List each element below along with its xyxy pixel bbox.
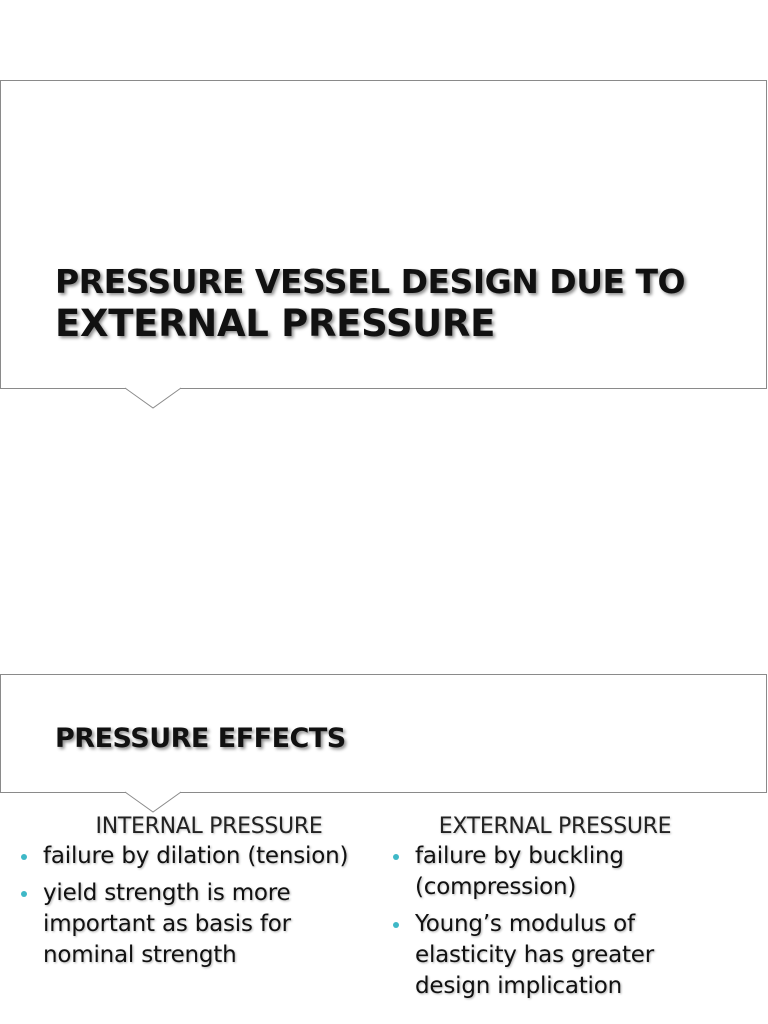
external-pressure-column bbox=[390, 814, 750, 1008]
title-slide-heading bbox=[55, 262, 685, 346]
list-item-text: failure by dilation (tension) bbox=[43, 843, 349, 869]
external-pressure-heading: EXTERNAL PRESSURE bbox=[438, 814, 672, 839]
bullet-dot-icon bbox=[393, 922, 399, 928]
external-pressure-list bbox=[390, 841, 750, 1002]
list-item bbox=[390, 909, 750, 1002]
list-item-text: failure by buckling (compression) bbox=[415, 843, 624, 900]
list-item-text: Young’s modulus of elasticity has greater design implication bbox=[415, 911, 654, 999]
internal-pressure-column bbox=[18, 814, 383, 977]
bullet-dot-icon bbox=[393, 854, 399, 860]
title-line-1: PRESSURE VESSEL DESIGN DUE TO bbox=[55, 262, 686, 301]
internal-pressure-list bbox=[18, 841, 383, 971]
list-item-text: yield strength is more important as basis for nominal strength bbox=[43, 880, 291, 968]
internal-pressure-heading: INTERNAL PRESSURE bbox=[95, 814, 323, 839]
list-item bbox=[390, 841, 750, 903]
bullet-dot-icon bbox=[21, 891, 27, 897]
bullet-dot-icon bbox=[21, 854, 27, 860]
list-item bbox=[18, 878, 383, 971]
list-item bbox=[18, 841, 383, 872]
title-line-2: EXTERNAL PRESSURE bbox=[55, 301, 496, 345]
effects-slide-heading: PRESSURE EFFECTS bbox=[55, 723, 346, 754]
